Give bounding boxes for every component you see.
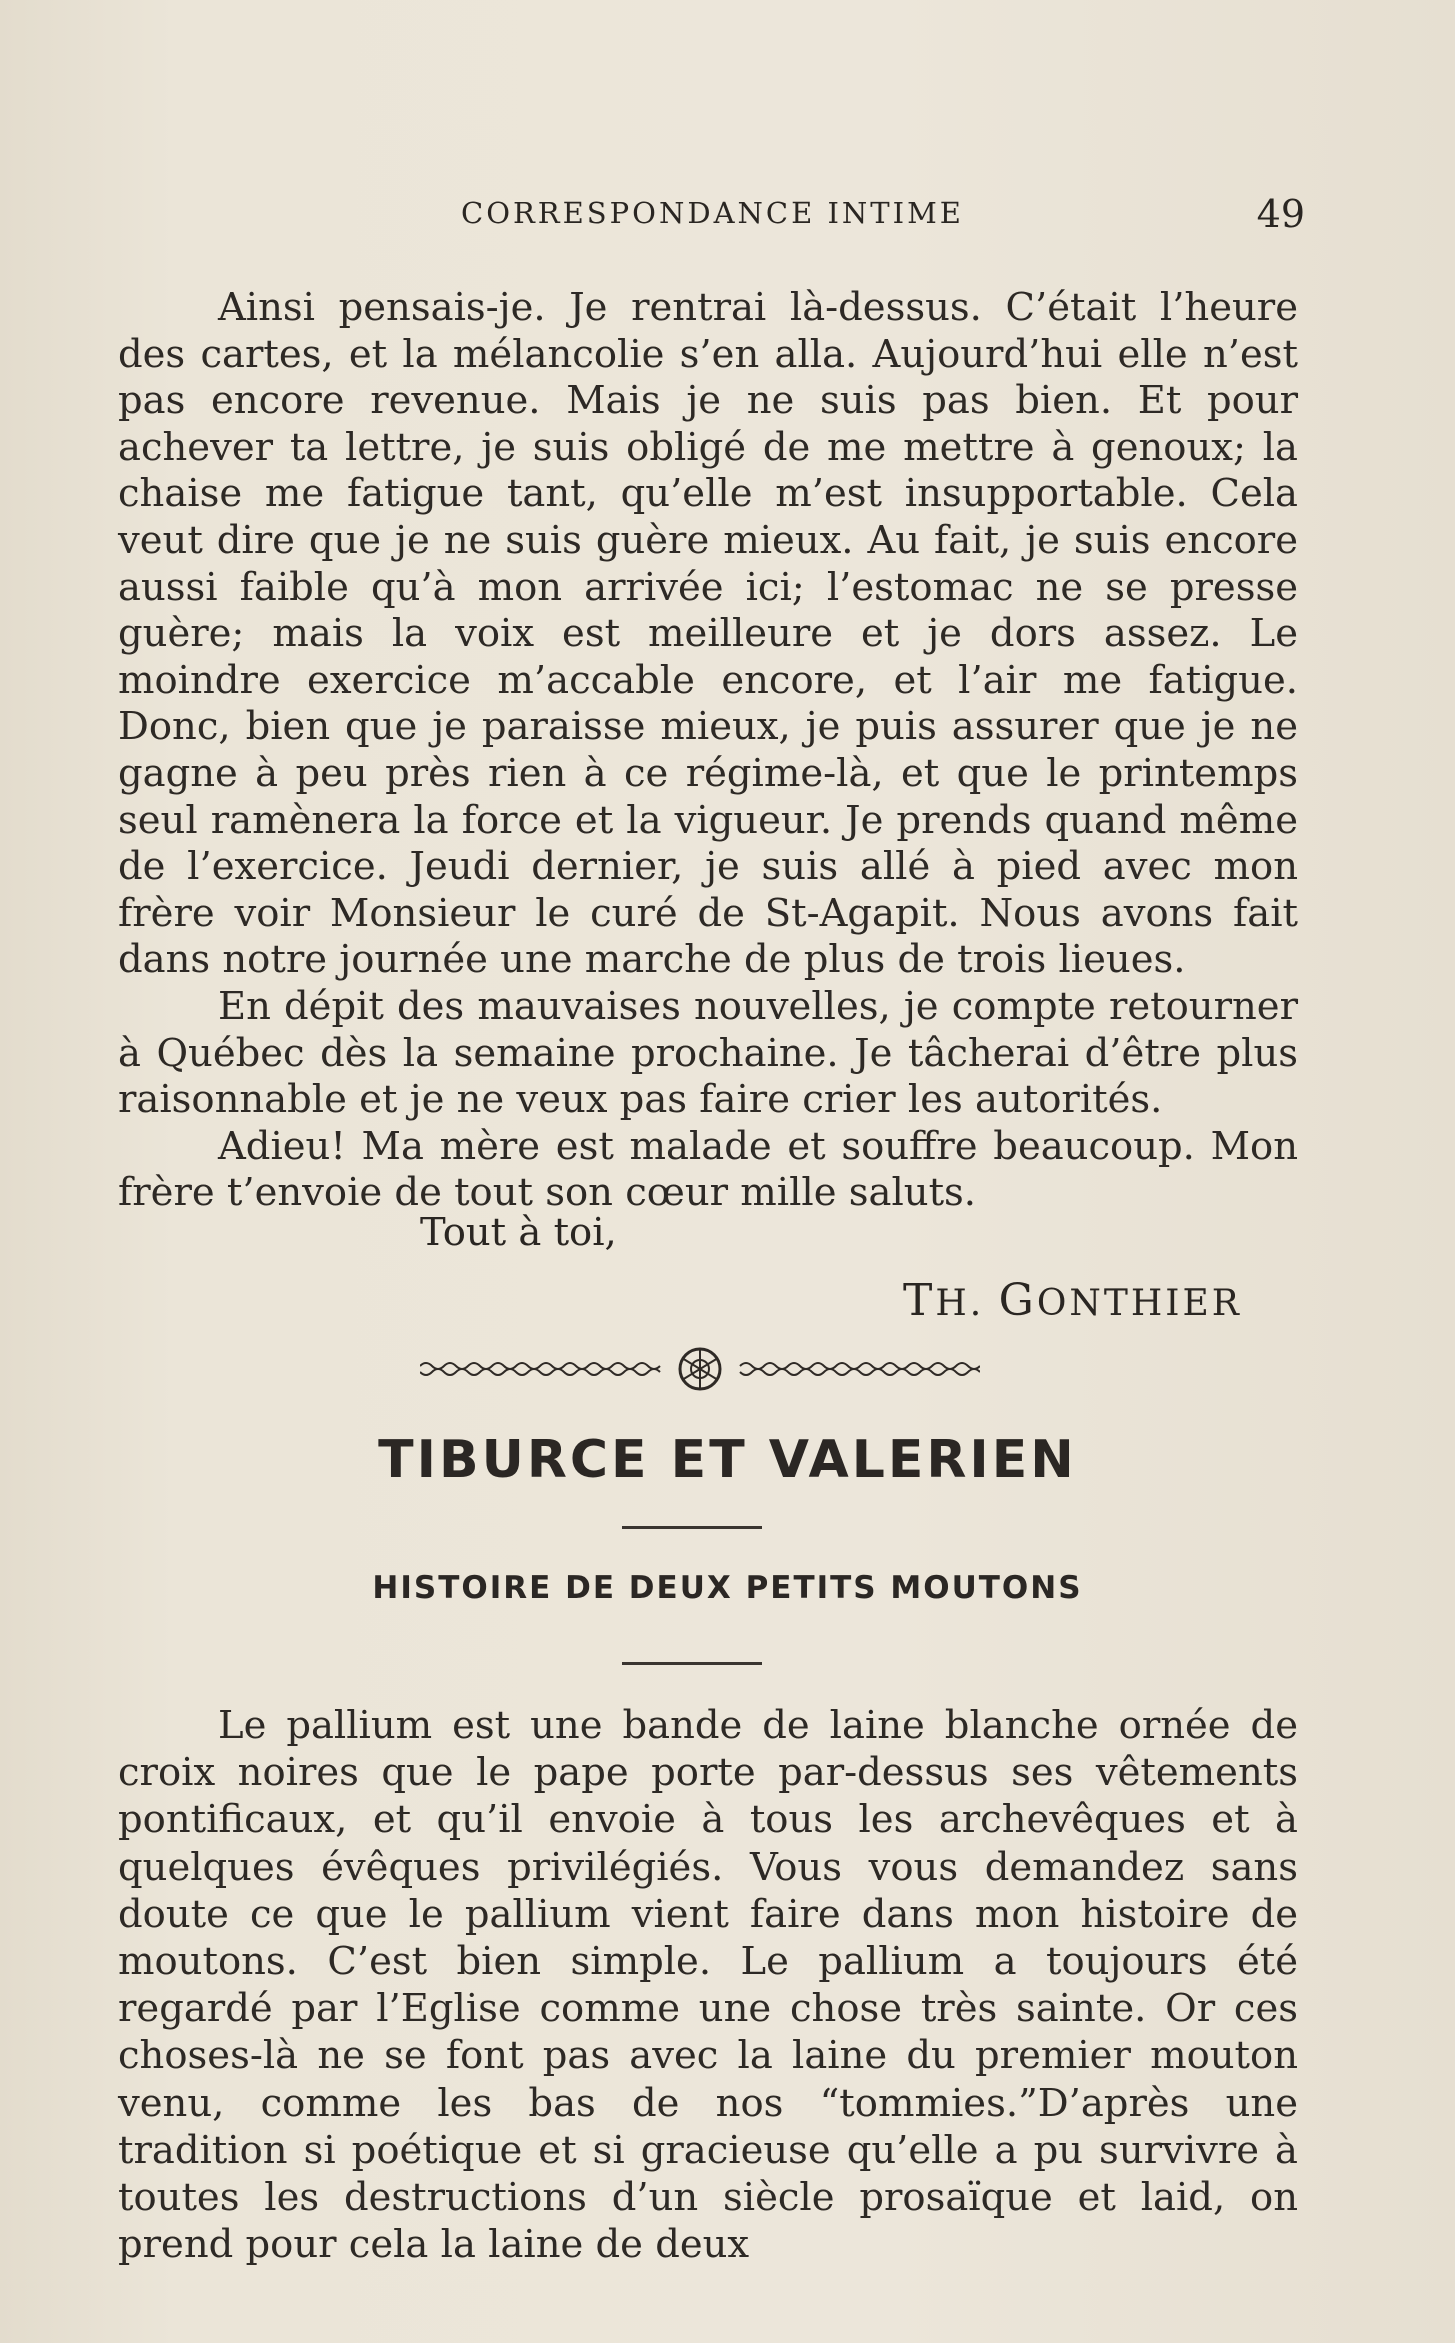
letter-closing: Tout à toi, xyxy=(420,1210,617,1255)
subtitle-rule xyxy=(622,1662,762,1665)
article-paragraph: Le pallium est une bande de laine blanche ornée de croix noires que le pape porte par-dessus ses vêtements pontificaux, et qu’il envoie à tous les archevêques et à quelques évêques privilégiés. Vous vous demandez sans doute ce que le pallium vient faire dans mon histoire de moutons. C’est bien simple. Le pallium a toujours été regardé par l’Eglise comme une chose très sainte. Or ces choses-là ne se font pas avec la laine du premier mouton venu, comme les bas de nos “tommies.”D’après une tradition si poétique et si gracieuse qu’elle a pu survivre à toutes les destructions d’un siècle prosaïque et laid, on prend pour cela la laine de deux xyxy=(118,1703,1298,2268)
title-rule xyxy=(622,1526,762,1529)
article-subtitle: HISTOIRE DE DEUX PETITS MOUTONS xyxy=(372,1570,1083,1606)
article-title: TIBURCE ET VALERIEN xyxy=(378,1430,1077,1490)
running-head xyxy=(120,192,1305,242)
letter-paragraph: Ainsi pensais-je. Je rentrai là-dessus. C’était l’heure des cartes, et la mélancolie s’en alla. Aujourd’hui elle n’est pas encore revenue. Mais je ne suis pas bien. Et pour achever ta lettre, je suis obligé de me mettre à genoux; la chaise me fatigue tant, qu’elle m’est insupportable. Cela veut dire que je ne suis guère mieux. Au fait, je suis encore aussi faible qu’à mon arrivée ici; l’estomac ne se presse guère; mais la voix est meilleure et je dors assez. Le moindre exercice m’accable encore, et l’air me fatigue. Donc, bien que je paraisse mieux, je puis assurer que je ne gagne à peu près rien à ce régime-là, et que le printemps seul ramènera la force et la vigueur. Je prends quand même de l’exercice. Jeudi dernier, je suis allé à pied avec mon frère voir Monsieur le curé de St-Agapit. Nous avons fait dans notre journée une marche de plus de trois lieues. xyxy=(118,285,1298,983)
section-ornament xyxy=(420,1338,980,1398)
letter-paragraph: En dépit des mauvaises nouvelles, je compte retourner à Québec dès la semaine prochaine. Je tâcherai d’être plus raisonnable et je ne veux pas faire crier les autorités. xyxy=(118,983,1298,1123)
letter-paragraph: Adieu! Ma mère est malade et souffre beaucoup. Mon frère t’envoie de tout son cœur mille saluts. xyxy=(118,1123,1298,1216)
letter-body xyxy=(118,285,1298,1217)
article-body xyxy=(118,1702,1298,2268)
running-head-title: CORRESPONDANCE INTIME xyxy=(461,196,964,230)
page-number: 49 xyxy=(1256,192,1305,236)
letter-signature: TH. GONTHIER xyxy=(903,1275,1242,1326)
